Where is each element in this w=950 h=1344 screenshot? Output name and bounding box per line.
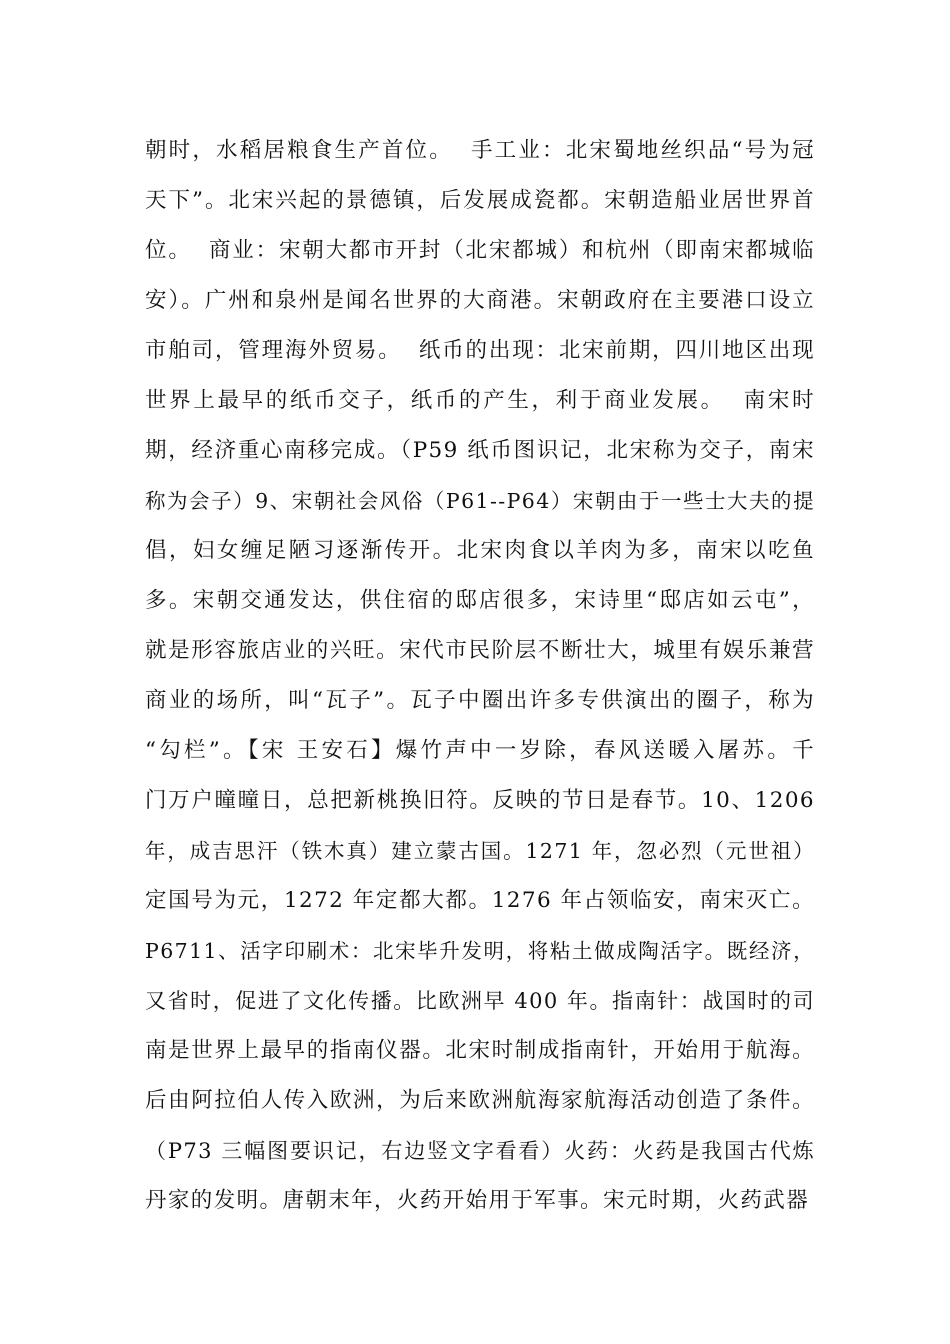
text-line: 多。宋朝交通发达，供住宿的邸店很多，宋诗里“邸店如云屯”， xyxy=(145,588,815,613)
text-line: 商业的场所，叫“瓦子”。瓦子中圈出许多专供演出的圈子，称为 xyxy=(145,688,815,713)
text-line: P6711、活字印刷术：北宋毕升发明，将粘土做成陶活字。既经济， xyxy=(145,939,815,963)
text-line: 市舶司，管理海外贸易。 纸币的出现：北宋前期，四川地区出现 xyxy=(145,338,815,363)
text-line: 又省时，促进了文化传播。比欧洲早 400 年。指南针：战国时的司 xyxy=(145,989,815,1013)
text-line: 年，成吉思汗（铁木真）建立蒙古国。1271 年，忽必烈（元世祖） xyxy=(145,839,815,863)
text-line: 南是世界上最早的指南仪器。北宋时制成指南针，开始用于航海。 xyxy=(145,1038,815,1063)
text-line: 朝时，水稻居粮食生产首位。 手工业：北宋蜀地丝织品“号为冠 xyxy=(145,138,815,163)
text-line: （P73 三幅图要识记，右边竖文字看看）火药：火药是我国古代炼 xyxy=(145,1139,815,1163)
text-line: 倡，妇女缠足陋习逐渐传开。北宋肉食以羊肉为多，南宋以吃鱼 xyxy=(145,538,815,563)
text-line: 期，经济重心南移完成。（P59 纸币图识记，北宋称为交子，南宋 xyxy=(145,438,815,463)
text-line: 门万户曈曈日，总把新桃换旧符。反映的节日是春节。10、1206 xyxy=(145,788,815,813)
text-line: “勾栏”。【宋 王安石】爆竹声中一岁除，春风送暖入屠苏。千 xyxy=(145,738,815,763)
text-line: 后由阿拉伯人传入欧洲，为后来欧洲航海家航海活动创造了条件。 xyxy=(145,1088,815,1113)
text-line: 世界上最早的纸币交子，纸币的产生，利于商业发展。 南宋时 xyxy=(145,388,815,413)
text-line: 定国号为元，1272 年定都大都。1276 年占领临安，南宋灭亡。 xyxy=(145,888,815,913)
text-line: 安）。广州和泉州是闻名世界的大商港。宋朝政府在主要港口设立 xyxy=(145,288,815,313)
text-line: 天下”。北宋兴起的景德镇，后发展成瓷都。宋朝造船业居世界首 xyxy=(145,188,815,213)
body-text xyxy=(145,131,815,1231)
text-line: 位。 商业：宋朝大都市开封（北宋都城）和杭州（即南宋都城临 xyxy=(145,238,815,263)
text-line: 就是形容旅店业的兴旺。宋代市民阶层不断壮大，城里有娱乐兼营 xyxy=(145,638,815,663)
text-line: 称为会子）9、宋朝社会风俗（P61--P64）宋朝由于一些士大夫的提 xyxy=(145,489,815,513)
text-line: 丹家的发明。唐朝末年，火药开始用于军事。宋元时期，火药武器 xyxy=(145,1188,810,1213)
